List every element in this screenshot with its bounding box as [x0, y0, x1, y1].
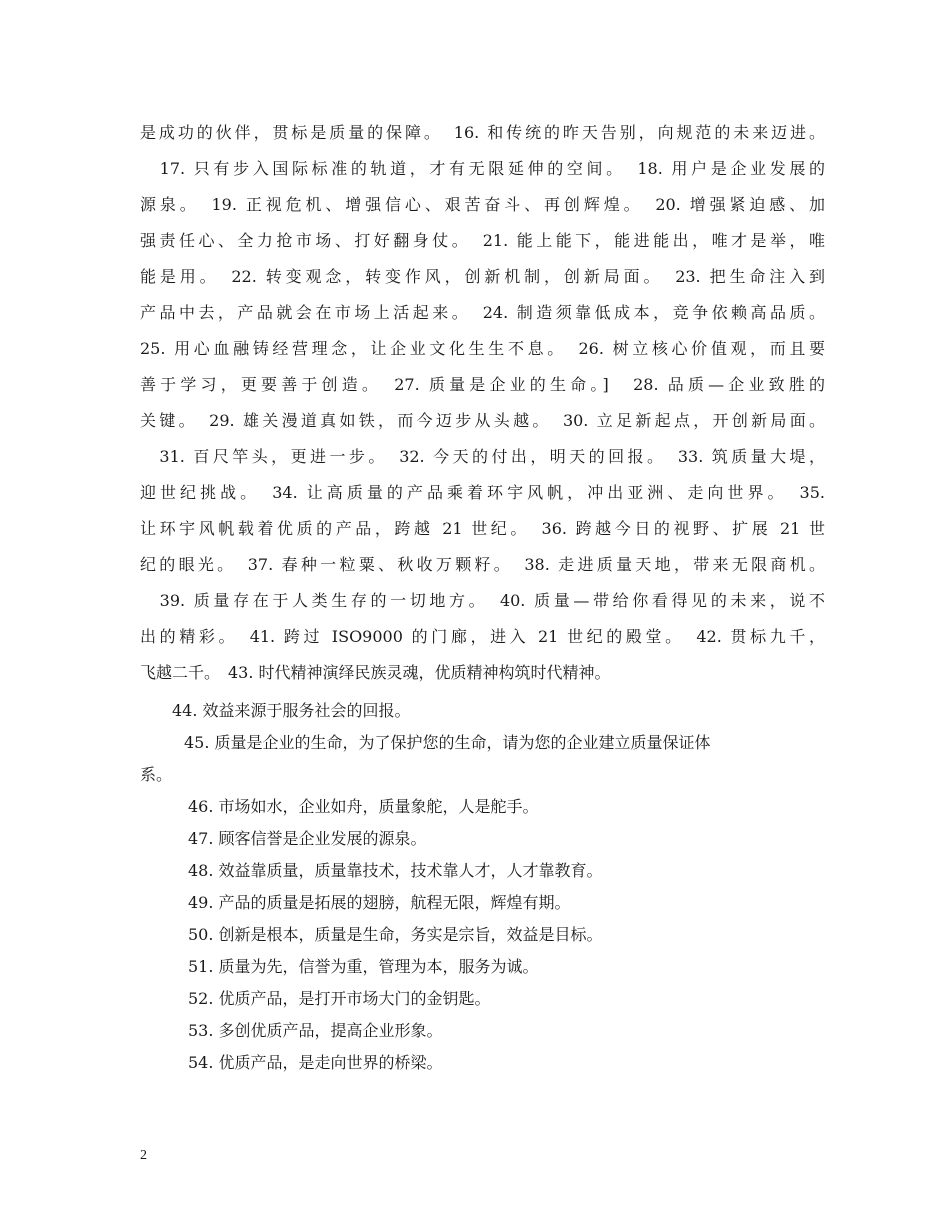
slogan-list [140, 695, 825, 1079]
paragraph-line: 39. 质量存在于人类生存的一切地方。 40. 质量—带给你看得见的未来，说不 [140, 591, 825, 610]
list-item: 45. 质量是企业的生命，为了保护您的生命，请为您的企业建立质量保证体 [184, 733, 711, 752]
paragraph-line: 善于学习，更要善于创造。 27. 质量是企业的生命。] 28. 品质—企业致胜的 [140, 375, 825, 394]
paragraph-line: 能是用。 22. 转变观念，转变作风，创新机制，创新局面。 23. 把生命注入到 [140, 267, 825, 286]
paragraph-line: 17. 只有步入国际标准的轨道，才有无限延伸的空间。 18. 用户是企业发展的 [140, 159, 825, 178]
paragraph-line: 31. 百尺竿头，更进一步。 32. 今天的付出，明天的回报。 33. 筑质量大堤， [140, 447, 825, 466]
paragraph-line: 纪的眼光。 37. 春种一粒粟、秋收万颗籽。 38. 走进质量天地，带来无限商机。 [140, 555, 825, 574]
paragraph-line: 25. 用心血融铸经营理念，让企业文化生生不息。 26. 树立核心价值观，而且要 [140, 339, 825, 358]
list-item: 51. 质量为先，信誉为重，管理为本，服务为诚。 [188, 957, 539, 976]
paragraph-line: 强责任心、全力抢市场、打好翻身仗。 21. 能上能下，能进能出，唯才是举，唯 [140, 231, 825, 250]
list-item: 46. 市场如水，企业如舟，质量象舵，人是舵手。 [188, 797, 539, 816]
list-item: 44. 效益来源于服务社会的回报。 [172, 701, 411, 720]
list-item: 47. 顾客信誉是企业发展的源泉。 [188, 829, 427, 848]
paragraph-line: 飞越二千。 43. 时代精神演绎民族灵魂，优质精神构筑时代精神。 [140, 663, 611, 682]
paragraph-line: 迎世纪挑战。 34. 让高质量的产品乘着环宇风帆，冲出亚洲、走向世界。 35. [140, 483, 825, 502]
list-item: 50. 创新是根本，质量是生命，务实是宗旨，效益是目标。 [188, 925, 603, 944]
paragraph-line: 产品中去，产品就会在市场上活起来。 24. 制造须靠低成本，竞争依赖高品质。 [140, 303, 825, 322]
slogan-paragraph [140, 115, 825, 691]
list-item: 52. 优质产品，是打开市场大门的金钥匙。 [188, 989, 491, 1008]
page-number: 2 [140, 1148, 147, 1163]
paragraph-line: 关键。 29. 雄关漫道真如铁，而今迈步从头越。 30. 立足新起点，开创新局面。 [140, 411, 825, 430]
list-item: 49. 产品的质量是拓展的翅膀，航程无限，辉煌有期。 [188, 893, 571, 912]
list-item-continuation: 系。 [140, 765, 173, 784]
paragraph-line: 是成功的伙伴，贯标是质量的保障。 16. 和传统的昨天告别，向规范的未来迈进。 [140, 123, 825, 142]
paragraph-line: 出的精彩。 41. 跨过 ISO9000 的门廊，进入 21 世纪的殿堂。 42. 贯标九千， [140, 627, 825, 646]
list-item: 48. 效益靠质量，质量靠技术，技术靠人才，人才靠教育。 [188, 861, 603, 880]
list-item: 54. 优质产品，是走向世界的桥梁。 [188, 1053, 443, 1072]
list-item: 53. 多创优质产品，提高企业形象。 [188, 1021, 443, 1040]
paragraph-line: 让环宇风帆载着优质的产品，跨越 21 世纪。 36. 跨越今日的视野、扩展 21 世 [140, 519, 825, 538]
paragraph-line: 源泉。 19. 正视危机、增强信心、艰苦奋斗、再创辉煌。 20. 增强紧迫感、加 [140, 195, 825, 214]
